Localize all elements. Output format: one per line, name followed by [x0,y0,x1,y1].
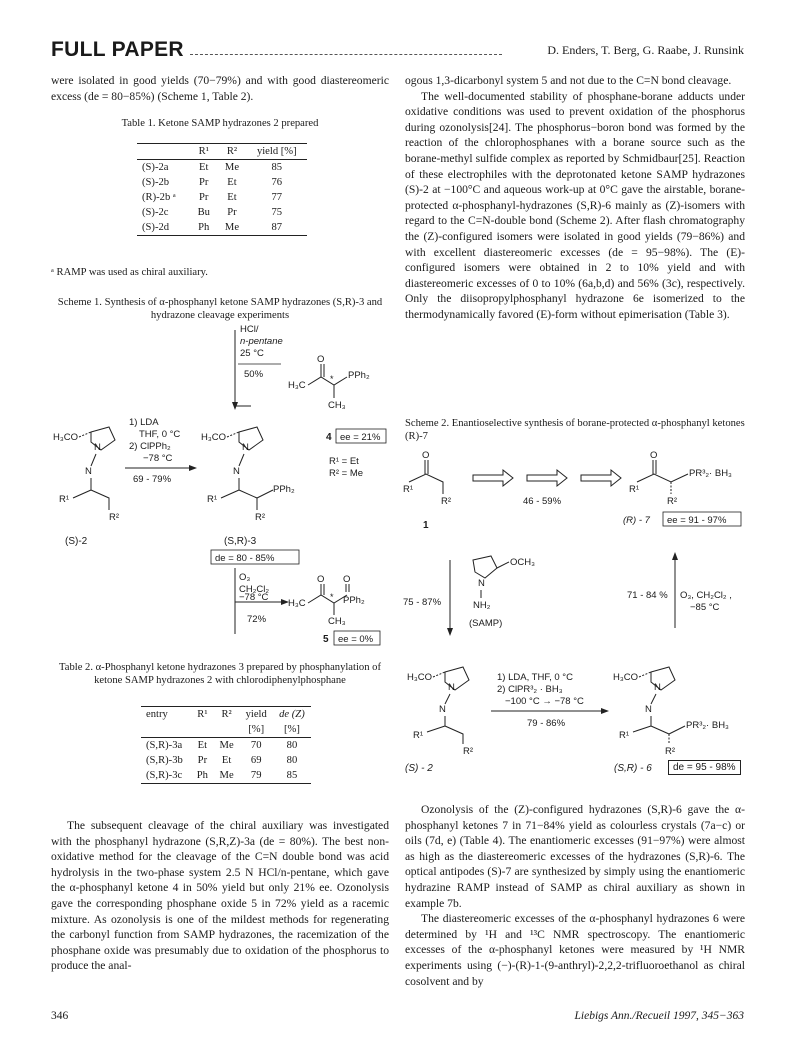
table1-cell: 76 [271,177,283,188]
scheme2-bottom-cond: −100 °C → −78 °C [505,696,584,707]
scheme2-label-s2: (S) - 2 [405,763,433,774]
table2-cell: Et [197,740,208,751]
table2-cell: Ph [191,768,214,784]
scheme1-caption: Scheme 1. Synthesis of α-phosphanyl ketone SAMP hydrazones (S,R)-3 and hydrazone cleavage experiments [57,297,383,321]
table1-footnote: ᵃ RAMP was used as chiral auxiliary. [51,267,208,278]
svg-text:PPh₂: PPh₂ [348,370,370,381]
table2-row [141,738,311,754]
scheme1-reagent: 69 - 79% [133,474,172,485]
table1-cell: 77 [271,192,283,203]
table1-cell: (R)-2b ᵃ [142,192,176,203]
svg-text:N: N [94,442,101,453]
svg-text:*: * [330,592,334,602]
scheme2-right-cond: O₃, CH₂Cl₂ , [680,590,732,601]
table2-cell: Pr [197,755,208,766]
header-authors: D. Enders, T. Berg, G. Raabe, J. Runsink [547,43,744,57]
svg-text:O: O [650,450,658,461]
table1-row [137,205,307,220]
svg-text:O: O [317,574,325,585]
table2-cell: Et [221,755,232,766]
table1-row [137,220,307,236]
scheme2-bottom-cond: 1) LDA, THF, 0 °C [497,672,573,683]
scheme1-reagent: THF, 0 °C [139,429,181,440]
scheme1-r2: R² = Me [329,468,364,479]
svg-text:CH₃: CH₃ [328,400,346,411]
scheme1-reagent: n-pentane [240,336,283,347]
table2-cell: (S,R)-3b [146,755,183,766]
svg-text:N: N [645,704,652,715]
svg-text:R²: R² [667,496,678,507]
table2-cell: 79 [240,768,273,784]
table1-header [137,144,190,160]
scheme1-reagent: HCl/ [240,324,259,335]
table2-unit [214,722,240,738]
table1-row [137,190,307,205]
svg-text:N: N [439,704,446,715]
svg-text:PR³₂· BH₃: PR³₂· BH₃ [689,468,732,479]
scheme1-compound4: 4 [326,432,332,443]
svg-text:PPh₂: PPh₂ [343,595,365,606]
scheme1-ee4: ee = 21% [340,432,381,443]
table2-row [141,768,311,784]
table1-cell: (S)-2d [137,220,190,236]
svg-text:R²: R² [463,746,474,757]
svg-text:CH₃: CH₃ [328,616,346,627]
scheme2-right-cond: 71 - 84 % [627,590,668,601]
table1-cell: Ph [190,220,217,236]
scheme2-bottom-cond: 79 - 86% [527,718,566,729]
svg-text:R²: R² [665,746,676,757]
table1-cell: (S)-2a [142,162,169,173]
table2-cell: (S,R)-3c [141,768,191,784]
scheme1-reagent: CH₂Cl₂ [239,584,270,595]
table1-cell: Pr [227,207,237,218]
svg-text:R¹: R¹ [619,730,630,741]
scheme1-reagent: O₃ [239,572,251,583]
svg-text:H₃CO: H₃CO [613,672,638,683]
scheme1-reagent: −78 °C [143,453,173,464]
table1-cell: 87 [247,220,307,236]
table2 [141,706,311,784]
scheme2-label6: (S,R) - 6 [614,763,652,774]
scheme2-left-yield: 75 - 87% [403,597,442,608]
scheme1-label-s2: (S)-2 [65,536,88,547]
table2-header: R² [214,707,240,723]
svg-text:PR³₂· BH₃: PR³₂· BH₃ [686,720,729,731]
table2-unit: [%] [273,722,311,738]
svg-text:N: N [654,682,661,693]
table2-cell: 80 [286,740,298,751]
right-text-top: ogous 1,3-dicarbonyl system 5 and not due to the C=N bond cleavage. The well-documented stability of phosphane-borane adducts under oxidative conditions was used to prevent oxidation of the phosphorus during ozonolysis[24]. The phosphorus−boron bond was formed by the reaction of the chlorophosphanes with a borane source such as the borane-methyl sulfide complex as reported by Schmidbaur[25]. Reaction of these electrophiles with the deprotonated ketone SAMP hydrazones (S)-2 at −100°C and aqueous work-up at 0°C gave the airstable, borane-protected α-phosphanyl-hydrazones (S,R)-6 mainly as (Z)-isomers with regard to the C=N-double bond (Scheme 2). After flash chromatography the (Z)-configured isomers were isolated in good yields (79−86%) and with excellent diastereomeric excesses (de = 95−98%). The (E)-configured isomers were obtained in 2 to 10% yield and with diastereomeric excesses of 0 to 10% (6a,b,d) and 56% (3c), respectively. Only the diisopropylphosphanyl hydrazone 6e isomerized to the thermodynamically favored (E)-form without epimerisation (Table 3). [405,74,745,321]
svg-text:R²: R² [109,512,120,523]
scheme2-yield: 46 - 59% [523,496,562,507]
table2-cell: 69 [250,755,262,766]
table2-cell: Me [214,768,240,784]
table1-caption: Table 1. Ketone SAMP hydrazones 2 prepared [121,118,319,129]
table1-cell: Pr [199,192,209,203]
table2-unit [191,722,214,738]
table1-cell: Me [217,220,246,236]
svg-text:O: O [317,354,325,365]
table1-cell: Me [224,162,240,173]
page-number: 346 [51,1010,69,1022]
svg-text:O: O [422,450,430,461]
scheme2-label7: (R) - 7 [623,515,650,526]
svg-text:N: N [478,578,485,589]
table2-cell: (S,R)-3a [146,740,183,751]
table1-header: R¹ [190,144,217,160]
journal-citation: Liebigs Ann./Recueil 1997, 345−363 [574,1010,744,1022]
scheme2-samp: (SAMP) [469,618,503,629]
table1-cell: Et [227,177,237,188]
scheme1-reagent: 25 °C [240,348,264,359]
svg-text:R¹: R¹ [403,484,414,495]
scheme1-label-sr3: (S,R)-3 [224,536,257,547]
table2-header: R¹ [191,707,214,723]
table2-cell: 70 [250,740,262,751]
svg-text:N: N [233,466,240,477]
svg-text:R¹: R¹ [207,494,218,505]
table2-row [141,753,311,768]
table1-cell: Bu [197,207,210,218]
svg-text:R¹: R¹ [629,484,640,495]
table2-unit: [%] [240,722,273,738]
table2-unit [141,722,191,738]
right-text-bottom: Ozonolysis of the (Z)-configured hydrazones (S,R)-6 gave the α-phosphanyl ketones 7 in 71−84% yield as colourless crystals (7a−c) or oils (7d, e) (Table 4). The enantiomeric excesses (91−97%) were almost as high as the diastereomeric excesses of the hydrazones (S,R)-6. The optical antipodes (S)-7 are synthesized by simply using the enantiomeric hydrazine RAMP instead of SAMP as chiral auxiliary as shown in example 7b. The diastereomeric excesses of the α-phosphanyl hydrazones 6 were determined by ¹H and ¹³C NMR spectroscopy. The enantiomeric excesses of the α-phosphanyl ketones were measured by ¹H NMR experiments using (−)-(R)-1-(9-anthryl)-2,2,2-trifluoroethanol as chiral cosolvent and by [405,803,745,988]
scheme1-reagent: 50% [244,369,264,380]
scheme1-compound5: 5 [323,634,329,645]
scheme2-label1: 1 [423,520,429,531]
section-title: FULL PAPER [51,38,184,61]
table2-cell: 85 [273,768,311,784]
scheme1-reagent: 72% [247,614,267,625]
svg-text:PPh₂: PPh₂ [273,484,295,495]
table1-cell: Et [227,192,237,203]
table1-cell: 85 [271,162,283,173]
table2-caption: Table 2. α-Phosphanyl ketone hydrazones 3 prepared by phosphanylation of ketone SAMP hydrazones 2 with chlorodiphenylphosphane [59,662,381,686]
table1-cell: (S)-2b [142,177,170,188]
scheme1-ee5: ee = 0% [338,634,374,645]
svg-text:R²: R² [441,496,452,507]
svg-text:N: N [448,682,455,693]
header-rule [190,54,502,55]
svg-text:H₃CO: H₃CO [407,672,432,683]
table1-header: R² [217,144,246,160]
svg-text:R¹: R¹ [413,730,424,741]
scheme2-de6: de = 95 - 98% [668,760,741,775]
svg-text:OCH₃: OCH₃ [510,557,535,568]
scheme1-reagent: 2) ClPPh₂ [129,441,171,452]
scheme2-caption: Scheme 2. Enantioselective synthesis of borane-protected α-phosphanyl ketones (R)-7 [405,418,745,442]
table1-header: yield [%] [247,144,307,160]
scheme1-reagent: 1) LDA [129,417,159,428]
svg-text:N: N [242,442,249,453]
scheme2-ee7: ee = 91 - 97% [667,515,727,526]
svg-text:R¹: R¹ [59,494,70,505]
svg-text:H₃CO: H₃CO [53,432,78,443]
svg-text:H₃CO: H₃CO [201,432,226,443]
table2-cell: 80 [286,755,298,766]
table1-row [137,175,307,190]
left-paragraph: The subsequent cleavage of the chiral auxiliary was investigated with the phosphanyl hydrazone (S,R,Z)-3a (de = 80%). The best non-oxidative method for the cleavage of the C=N double bond was acid hydrolysis in the two-phase system 2.5 N HCl/n-pentane, which gave the α-phosphanyl ketone 4 in 50% yield but only 21% ee. Ozonolysis gave the corresponding phosphane oxide 5 in 72% yield as a racemic mixture. As ozonolysis is one of the mildest methods for regenerating the carbonyl function from SAMP hydrazones, the racemization of the phosphane oxide was presumably due to oxidation of the phosphorus to produce the anal- [51,819,389,973]
scheme2-right-cond: −85 °C [690,602,720,613]
scheme2-figure [405,448,745,760]
table1 [137,143,307,236]
svg-text:H₃C: H₃C [288,380,306,391]
table2-header: de (Z) [273,707,311,723]
table1-cell: (S)-2c [142,207,169,218]
scheme1-reagent: −78 °C [239,592,269,603]
svg-text:H₃C: H₃C [288,598,306,609]
table2-header: entry [141,707,191,723]
table1-cell: 75 [271,207,283,218]
svg-text:NH₂: NH₂ [473,600,491,611]
scheme1-figure [51,322,391,652]
scheme1-r1: R¹ = Et [329,456,359,467]
scheme1-de: de = 80 - 85% [215,553,275,564]
scheme2-bottom-cond: 2) ClPR³₂ · BH₃ [497,684,563,695]
svg-text:R²: R² [255,512,266,523]
table1-row [137,160,307,176]
svg-text:*: * [330,374,334,384]
table1-cell: Et [199,162,209,173]
left-intro: were isolated in good yields (70−79%) and with good diastereomeric excess (de = 80−85%) (Scheme 1, Table 2). [51,74,389,103]
table2-header: yield [240,707,273,723]
table1-cell: Pr [199,177,209,188]
svg-text:O: O [343,574,351,585]
table2-cell: Me [219,740,234,751]
svg-text:N: N [85,466,92,477]
